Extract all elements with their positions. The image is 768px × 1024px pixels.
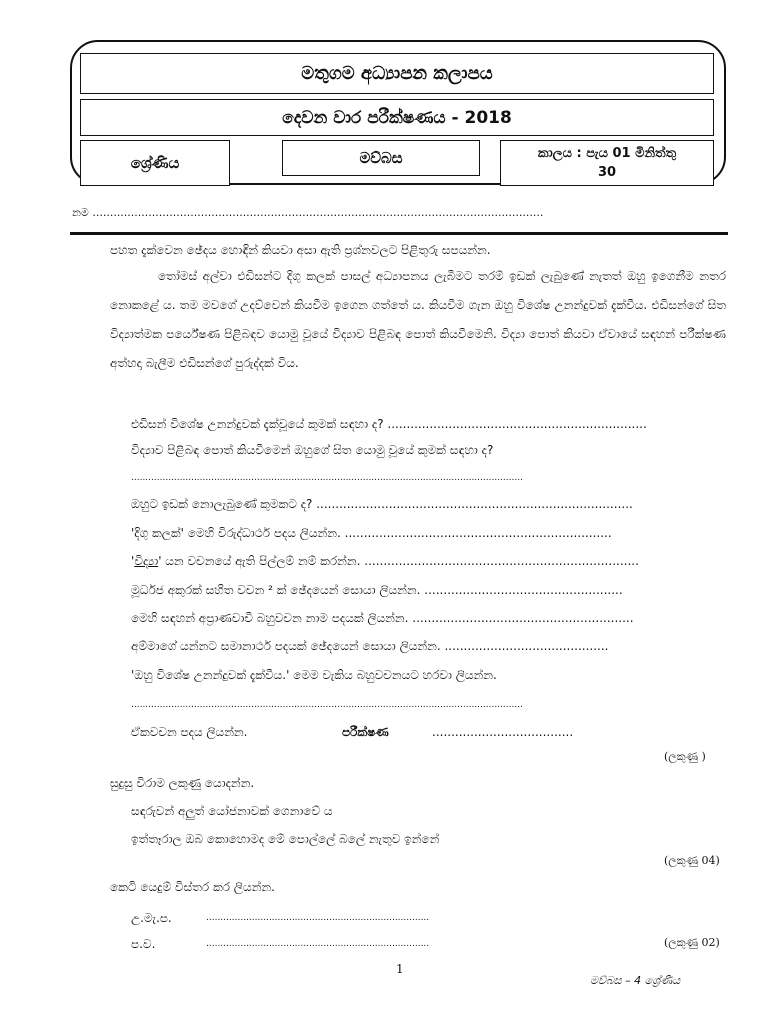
page-number: 1 <box>396 962 404 976</box>
abbreviation-1-answer[interactable]: .............................................................................. <box>206 913 430 923</box>
abbreviation-1: උ.මැ.ප. <box>131 911 172 925</box>
abbreviation-2: ප.ව. <box>131 937 156 951</box>
punctuation-instruction: සුදුසු විරාම ලකුණු යොදන්න. <box>110 776 255 790</box>
footer-subject-grade: මව්බස – 4 ශ්‍රේණිය <box>590 974 681 987</box>
exam-title: දෙවන වාර පරීක්ෂණය - 2018 <box>80 99 714 136</box>
abbreviation-2-answer[interactable]: .............................................................................. <box>206 939 430 949</box>
marks-section-1: (ලකුණු ) <box>664 750 706 763</box>
time-line-2: 30 <box>597 165 617 180</box>
underlined-word: විද්‍යා <box>134 554 159 568</box>
question-4: 'දිගු කලක්' මෙහි විරුද්ධාර්ථ පදය ලියන්න. ...................................................................... <box>131 526 612 540</box>
abbreviation-instruction: කෙටි යෙදුම් විස්තර කර ලියන්න. <box>110 880 275 894</box>
answer-line-9[interactable]: ......................................................................................................................................... <box>131 700 523 710</box>
punctuation-sentence-1: සඳරුවන් අලුත් යෝජනාවක් ගෙනාවේ ය <box>131 804 333 818</box>
education-zone-title: මතුගම අධ්‍යාපන කලාපය <box>80 53 714 94</box>
question-10-label: ඒකවචන පදය ලියන්න. <box>131 725 248 739</box>
question-7: මෙහි සඳහන් අප්‍රාණවාචී බහුවචන නාම පදයක් ලියන්න. .......................................................... <box>131 611 634 625</box>
question-6: මූර්ධජ අකුරක් සහිත වචන ² ක් ඡේදයෙන් සොයා ලියන්න. .................................................... <box>131 583 623 597</box>
question-5: 'විද්‍යා' යන වචනයේ ඇති පිල්ලම් නම් කරන්න. ........................................................................ <box>131 554 639 568</box>
student-name-field[interactable]: නම ................................................................................................................................. <box>72 206 544 219</box>
passage-instruction: පහත දැක්වෙන ඡේදය හොඳින් කියවා අසා ඇති ප්‍රශ්නවලට පිළිතුරු සපයන්න. <box>110 243 491 257</box>
question-9: 'ඔහු විශේෂ උනන්දුවක් දැක්වීය.' මෙම වැකිය බහුවචනයට හරවා ලියන්න. <box>131 668 497 682</box>
time-allowed <box>500 140 714 186</box>
punctuation-sentence-2: ඉත්තෑරාල ඔබ කොහොමද මේ පොල්ලේ බලේ නැතුව ඉන්නේ <box>131 832 440 846</box>
answer-line-10[interactable]: ..................................... <box>432 725 574 739</box>
reading-passage: තෝමස් අල්වා එඩිසන්ට දිගු කලක් පාසල් අධ්‍යාපනය ලැබීමට තරම් ඉඩක් ලැබුණේ නැතත් ඔහු ඉගෙනීම නතර නොකළේ ය. තම මවගේ උදව්වෙන් කියවීම ඉගෙන ගත්තේ ය. කියවීම ගැන ඔහු විශේෂ උනන්දුවක් දැක්වීය. එඩිසන්ගේ සිත විද්‍යාත්මක පර්යේෂණ පිළිබඳව යොමු වූයේ විද්‍යාව පිළිබඳ පොත් කියවීමෙනි. විද්‍යා පොත් කියවා ඒවායේ සඳහන් පරීක්ෂණ අත්හදා බැලීම එඩිසන්ගේ පුරුද්දක් විය. <box>110 269 726 370</box>
marks-section-3: (ලකුණු 02) <box>664 936 720 949</box>
answer-line-2[interactable]: ......................................................................................................................................... <box>131 473 523 483</box>
question-2: විද්‍යාව පිළිබඳ පොත් කියවීමෙන් ඔහුගේ සිත යොමු වූයේ කුමක් සඳහා ද? <box>131 443 494 457</box>
question-1: එඩිසන් විශේෂ උනන්දුවක් දැක්වූයේ කුමක් සඳහා ද? .................................................................... <box>131 417 647 431</box>
grade-label: ශ්‍රේණිය <box>80 140 230 186</box>
question-8: අම්මාගේ යන්නට සමානාර්ථ පදයක් ඡේදයෙන් සොයා ලියන්න. ........................................... <box>131 639 609 653</box>
subject-label: මව්බස <box>282 140 480 176</box>
divider-rule <box>70 232 728 235</box>
time-line-1: කාලය : පැය 01 මිනිත්තු <box>537 146 677 161</box>
question-10-word: පරීක්ෂණ <box>342 725 389 739</box>
question-3: ඔහුට ඉඩක් නොලැබුණේ කුමකට ද? ................................................................................... <box>131 497 633 511</box>
marks-section-2: (ලකුණු 04) <box>664 854 720 867</box>
